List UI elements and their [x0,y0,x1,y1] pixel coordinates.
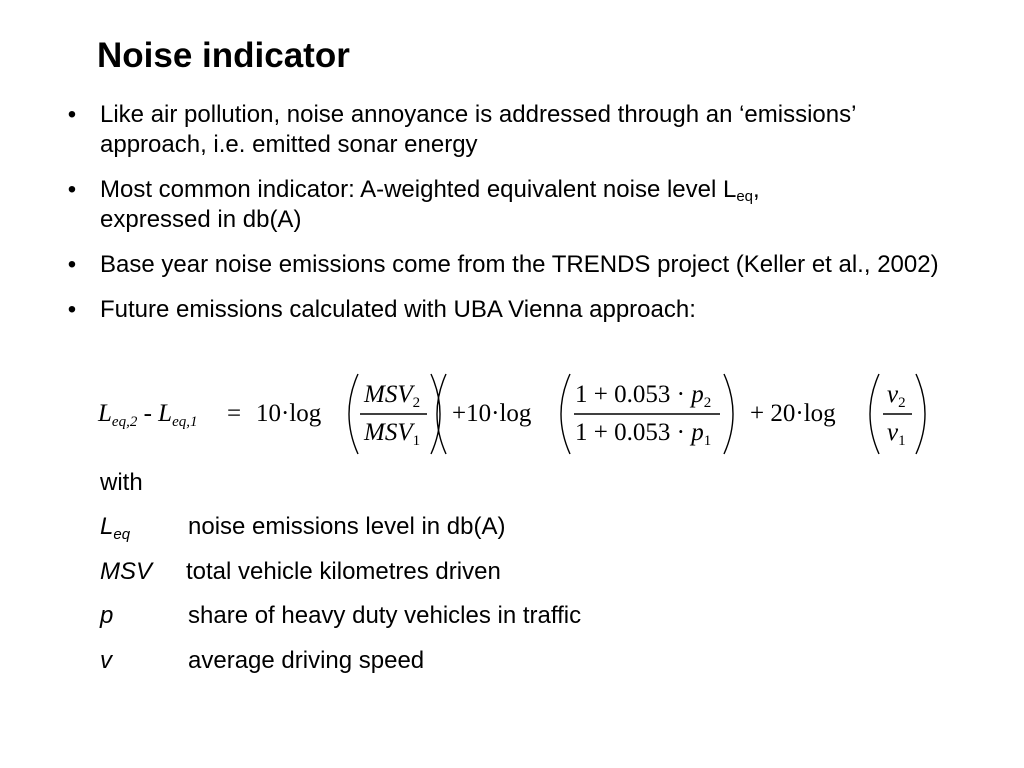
definition-symbol [100,510,130,544]
term2-coefficient: 10 [466,400,492,427]
bullet-text-suffix: , [753,176,760,203]
term2-prefix [452,399,531,429]
definition-description: share of heavy duty vehicles in traffic [188,602,582,629]
term1-denominator-subscript: 1 [412,433,421,449]
lhs-symbol-1: L [98,400,112,427]
term3-dot: · [795,400,804,427]
bullet-subscript: eq [736,188,754,205]
bullet-item [62,100,962,160]
paren-left-1 [437,374,446,454]
term3-log: log [803,400,836,427]
term2-log: log [499,400,532,427]
bullet-marker: • [67,251,77,278]
bullet-item [62,175,962,235]
minus-sign: - [143,400,152,427]
term3-coefficient: 20 [770,400,796,427]
lhs-subscript-1: eq,2 [111,414,138,430]
term1-numerator [364,380,420,410]
bullet-text: Most common indicator: A-weighted equivalent noise level L [100,176,737,203]
term1-prefix [256,399,321,429]
term3-denominator-symbol: v [887,419,899,446]
term1-denominator-symbol: MSV [364,419,413,446]
term1-numerator-symbol: MSV [364,381,413,408]
definition-symbol-subscript: eq [113,526,131,543]
noise-formula [90,368,940,460]
lhs-subscript-2: eq,1 [172,414,198,430]
bullet-marker: • [67,176,77,203]
formula-lhs [98,399,197,429]
plus-sign-2: + [750,400,765,427]
term3-denominator [887,418,906,448]
bullet-text-line2: expressed in db(A) [100,206,302,233]
bullet-text: Like air pollution, noise annoyance is addressed through an ‘emissions’ approach, i.e. emitted sonar energy [100,101,856,158]
term2-numerator-text: 1 + 0.053 · [575,381,692,408]
term3-numerator-symbol: v [887,381,899,408]
bullet-item [62,250,962,280]
term3-denominator-subscript: 1 [898,433,906,449]
definition-symbol-letter: L [100,513,114,540]
term2-numerator-subscript: 2 [703,395,712,411]
bullet-text: Future emissions calculated with UBA Vienna approach: [100,296,696,323]
definition-symbol: MSV [100,558,153,585]
term2-numerator [575,380,711,410]
term2-denominator [575,418,711,448]
equals-sign: = [227,400,242,427]
term2-denominator-subscript: 1 [703,433,712,449]
term3-numerator [887,380,906,410]
paren-open-3 [870,374,879,454]
bullet-item [62,295,962,325]
bullet-marker: • [67,296,77,323]
definitions-intro: with [100,469,143,496]
paren-open-2 [561,374,570,454]
definition-description: total vehicle kilometres driven [186,558,501,585]
definition-description: noise emissions level in db(A) [188,513,506,540]
bullet-marker: • [67,101,77,128]
definition-symbol: p [100,602,114,629]
term3-prefix [750,399,836,429]
paren-close-2 [724,374,733,454]
paren-close-3 [916,374,925,454]
term1-coefficient: 10 [256,400,281,427]
term1-log: log [289,400,322,427]
bullet-text: Base year noise emissions come from the TRENDS project (Keller et al., 2002) [100,251,939,278]
term2-denominator-p: p [691,419,704,446]
term3-numerator-subscript: 2 [898,395,906,411]
term1-dot: · [281,400,290,427]
plus-sign-1: + [452,400,467,427]
lhs-symbol-2: L [158,400,173,427]
term1-numerator-subscript: 2 [412,395,421,411]
paren-open-1 [349,374,358,454]
paren-close-1 [431,374,440,454]
term2-numerator-p: p [691,381,704,408]
term2-dot: · [491,400,500,427]
definition-description: average driving speed [188,647,425,674]
definition-symbol: v [100,647,112,674]
slide-title: Noise indicator [97,36,350,75]
term1-denominator [364,418,420,448]
bullet-list [62,100,962,340]
term2-denominator-text: 1 + 0.053 · [575,419,692,446]
